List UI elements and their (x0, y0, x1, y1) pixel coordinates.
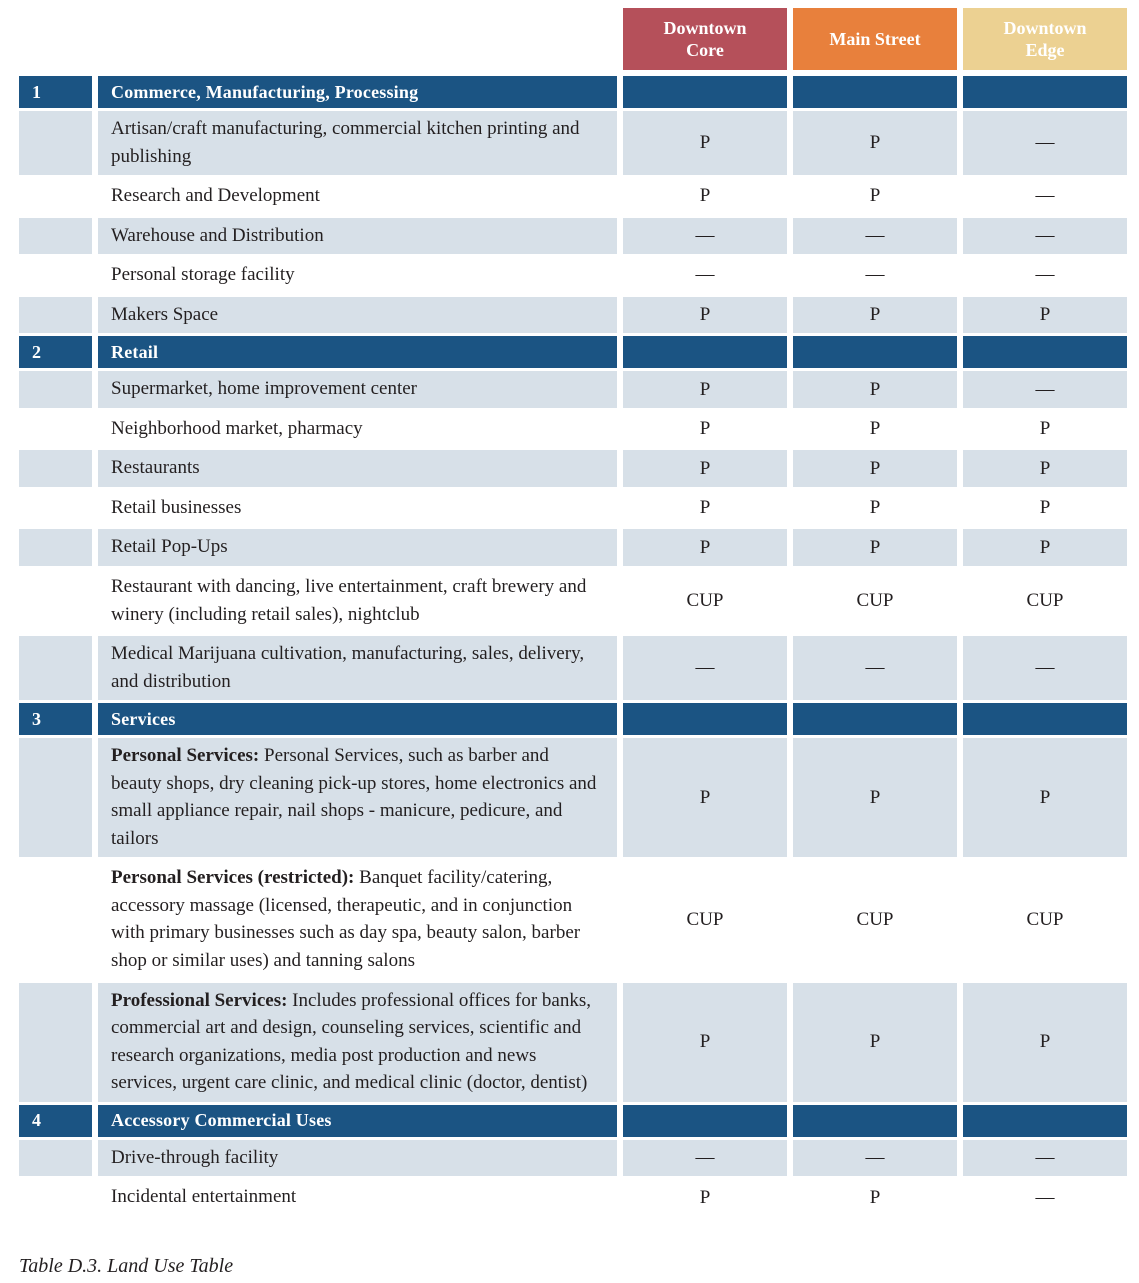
table-row (19, 983, 1127, 1102)
permission-value: P (623, 111, 787, 175)
use-description: Personal Services: Personal Services, such as barber and beauty shops, dry cleaning pick-up stores, home electronics and small appliance repair, nail shops - manicure, pedicure, and tailors (98, 738, 617, 857)
header-spacer-number-column (19, 8, 92, 70)
use-description: Makers Space (98, 297, 617, 334)
permission-value: P (793, 411, 957, 448)
permission-value: — (793, 636, 957, 700)
use-description: Supermarket, home improvement center (98, 371, 617, 408)
permission-value: P (793, 178, 957, 215)
section-blank-cell (963, 336, 1127, 368)
section-blank-cell (963, 703, 1127, 735)
use-description: Research and Development (98, 178, 617, 215)
row-number-blank-cell (19, 111, 92, 175)
table-row (19, 257, 1127, 294)
section-title: Commerce, Manufacturing, Processing (98, 76, 617, 108)
row-number-blank-cell (19, 178, 92, 215)
permission-value: P (793, 983, 957, 1102)
permission-value: P (793, 111, 957, 175)
permission-value: P (623, 411, 787, 448)
section-header-row (19, 336, 1127, 368)
permission-value: P (963, 529, 1127, 566)
permission-value: — (963, 111, 1127, 175)
permission-value: — (963, 636, 1127, 700)
row-number-blank-cell (19, 529, 92, 566)
row-number-blank-cell (19, 490, 92, 527)
row-number-blank-cell (19, 257, 92, 294)
section-title: Services (98, 703, 617, 735)
permission-value: — (963, 257, 1127, 294)
permission-value: — (623, 636, 787, 700)
table-row (19, 218, 1127, 255)
permission-value: P (963, 983, 1127, 1102)
table-row (19, 860, 1127, 979)
section-blank-cell (623, 336, 787, 368)
column-header-downtown-edge: Downtown Edge (963, 8, 1127, 70)
table-row (19, 371, 1127, 408)
row-number-blank-cell (19, 983, 92, 1102)
section-blank-cell (793, 703, 957, 735)
section-number: 3 (19, 703, 92, 735)
permission-value: P (963, 297, 1127, 334)
column-header-downtown-core: Downtown Core (623, 8, 787, 70)
section-blank-cell (793, 336, 957, 368)
section-title: Accessory Commercial Uses (98, 1105, 617, 1137)
use-description: Restaurants (98, 450, 617, 487)
row-number-blank-cell (19, 1140, 92, 1177)
section-title: Retail (98, 336, 617, 368)
permission-value: P (793, 1179, 957, 1216)
table-row (19, 297, 1127, 334)
permission-value: P (623, 450, 787, 487)
permission-value: CUP (963, 860, 1127, 979)
section-blank-cell (793, 76, 957, 108)
permission-value: — (793, 1140, 957, 1177)
permission-value: P (793, 450, 957, 487)
permission-value: P (793, 738, 957, 857)
use-description: Professional Services: Includes professional offices for banks, commercial art and design, counseling services, scientific and research organizations, media post production and news services, urgent care clinic, and medical clinic (doctor, dentist) (98, 983, 617, 1102)
table-row (19, 450, 1127, 487)
permission-value: — (963, 1179, 1127, 1216)
row-number-blank-cell (19, 1179, 92, 1216)
permission-value: CUP (963, 569, 1127, 633)
use-description: Restaurant with dancing, live entertainment, craft brewery and winery (including retail sales), nightclub (98, 569, 617, 633)
section-blank-cell (623, 1105, 787, 1137)
column-header-main-street: Main Street (793, 8, 957, 70)
use-term: Professional Services: (111, 989, 288, 1011)
permission-value: — (793, 257, 957, 294)
permission-value: CUP (623, 569, 787, 633)
use-term: Personal Services (restricted): (111, 867, 355, 889)
permission-value: P (623, 529, 787, 566)
permission-value: P (623, 371, 787, 408)
use-description: Personal storage facility (98, 257, 617, 294)
zone-header-row (19, 8, 1127, 70)
permission-value: — (963, 178, 1127, 215)
permission-value: P (623, 983, 787, 1102)
section-blank-cell (623, 76, 787, 108)
section-number: 2 (19, 336, 92, 368)
permission-value: P (793, 297, 957, 334)
row-number-blank-cell (19, 371, 92, 408)
section-blank-cell (963, 1105, 1127, 1137)
row-number-blank-cell (19, 218, 92, 255)
row-number-blank-cell (19, 297, 92, 334)
header-spacer-description-column (98, 8, 617, 70)
section-blank-cell (623, 703, 787, 735)
permission-value: CUP (623, 860, 787, 979)
section-blank-cell (793, 1105, 957, 1137)
permission-value: CUP (793, 860, 957, 979)
row-number-blank-cell (19, 738, 92, 857)
row-number-blank-cell (19, 411, 92, 448)
permission-value: P (623, 178, 787, 215)
table-body (19, 76, 1127, 1216)
section-header-row (19, 76, 1127, 108)
permission-value: — (963, 371, 1127, 408)
permission-value: — (963, 1140, 1127, 1177)
permission-value: — (623, 1140, 787, 1177)
table-row (19, 411, 1127, 448)
row-number-blank-cell (19, 636, 92, 700)
permission-value: P (623, 490, 787, 527)
row-number-blank-cell (19, 450, 92, 487)
use-description: Retail Pop-Ups (98, 529, 617, 566)
permission-value: P (963, 411, 1127, 448)
permission-value: — (623, 257, 787, 294)
land-use-table (19, 8, 1127, 1219)
table-row (19, 738, 1127, 857)
permission-value: P (793, 371, 957, 408)
table-row (19, 569, 1127, 633)
use-description: Personal Services (restricted): Banquet facility/catering, accessory massage (licensed, therapeutic, and in conjunction with primary businesses such as day spa, beauty salon, barber shop or similar uses) and tanning salons (98, 860, 617, 979)
permission-value: P (963, 490, 1127, 527)
table-row (19, 1140, 1127, 1177)
permission-value: — (623, 218, 787, 255)
section-header-row (19, 1105, 1127, 1137)
section-blank-cell (963, 76, 1127, 108)
use-description: Artisan/craft manufacturing, commercial kitchen printing and publishing (98, 111, 617, 175)
use-description: Retail businesses (98, 490, 617, 527)
section-number: 1 (19, 76, 92, 108)
permission-value: P (963, 450, 1127, 487)
permission-value: CUP (793, 569, 957, 633)
table-row (19, 111, 1127, 175)
table-row (19, 636, 1127, 700)
permission-value: P (793, 490, 957, 527)
table-row (19, 178, 1127, 215)
table-row (19, 490, 1127, 527)
permission-value: P (963, 738, 1127, 857)
use-description: Incidental entertainment (98, 1179, 617, 1216)
table-caption: Table D.3. Land Use Table (19, 1255, 234, 1277)
use-term: Personal Services: (111, 745, 260, 767)
permission-value: — (963, 218, 1127, 255)
permission-value: P (623, 297, 787, 334)
permission-value: P (793, 529, 957, 566)
section-header-row (19, 703, 1127, 735)
permission-value: P (623, 738, 787, 857)
use-description: Warehouse and Distribution (98, 218, 617, 255)
permission-value: P (623, 1179, 787, 1216)
row-number-blank-cell (19, 860, 92, 979)
table-row (19, 1179, 1127, 1216)
use-description: Drive-through facility (98, 1140, 617, 1177)
use-description: Medical Marijuana cultivation, manufacturing, sales, delivery, and distribution (98, 636, 617, 700)
section-number: 4 (19, 1105, 92, 1137)
row-number-blank-cell (19, 569, 92, 633)
permission-value: — (793, 218, 957, 255)
use-description: Neighborhood market, pharmacy (98, 411, 617, 448)
table-row (19, 529, 1127, 566)
